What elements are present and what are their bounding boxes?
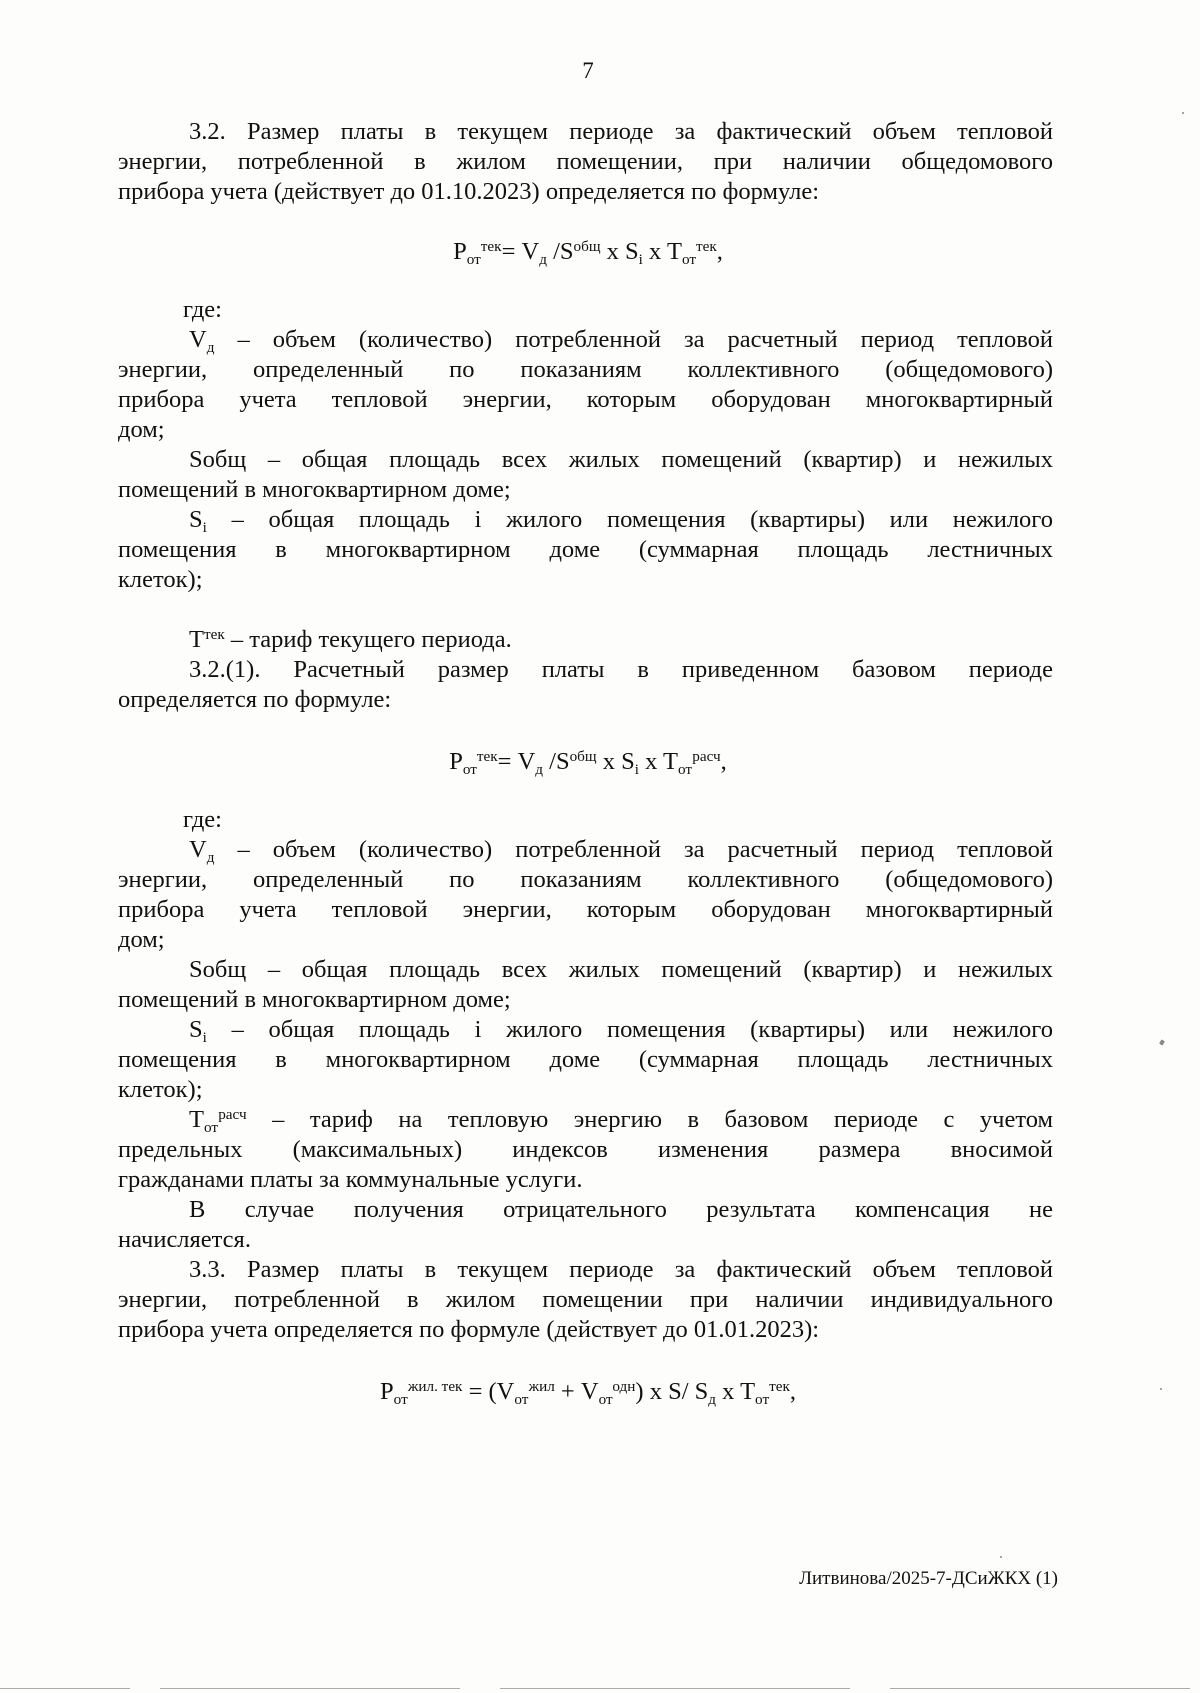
tariff-def-2-line-2: предельных (максимальных) индексов изменения размера вносимой	[118, 1136, 1053, 1163]
sec-3-2-line-3: прибора учета (действует до 01.10.2023) определяется по формуле:	[118, 178, 820, 205]
tariff-def-1: $T^{тек}$ – тариф текущего периода.	[189, 625, 512, 653]
vd-def-1-line-4: дом;	[118, 416, 165, 443]
si-def-2-line-2: помещения в многоквартирном доме (суммарная площадь лестничных	[118, 1046, 1053, 1073]
si-def-1-line-2: помещения в многоквартирном доме (суммарная площадь лестничных	[118, 536, 1053, 563]
sec-3-3-line-3: прибора учета определяется по формуле (действует до 01.01.2023):	[118, 1316, 820, 1343]
sobsh-def-1-line-2: помещений в многоквартирном доме;	[118, 476, 511, 503]
vd-def-2-line-2: энергии, определенный по показаниям коллективного (общедомового)	[118, 866, 1053, 893]
vd-def-1-line-2: энергии, определенный по показаниям коллективного (общедомового)	[118, 356, 1053, 383]
vd-def-1-line-1: $V_д$ – объем (количество) потребленной за расчетный период тепловой	[189, 326, 1053, 356]
formula-3-2: $P_{от}^{тек}= V_д$ $/S^{общ}$ x $S_i$ x $T_{от}^{тек}$,	[453, 237, 723, 268]
formula-3-3: $P_{от}^{жил. тек} = (V_{от}^{жил} + V_{от}^{одн})$ x S/ $S_д$ x $T_{от}^{тек}$,	[380, 1377, 796, 1408]
sobsh-def-2-line-2: помещений в многоквартирном доме;	[118, 986, 511, 1013]
sec-3-3-line-2: энергии, потребленной в жилом помещении при наличии индивидуального	[118, 1286, 1053, 1313]
negative-result-line-2: начисляется.	[118, 1226, 251, 1253]
scan-edge-line	[0, 1688, 130, 1689]
si-def-2-line-1: $S_i$ – общая площадь i жилого помещения (квартиры) или нежилого	[189, 1016, 1053, 1046]
vd-def-2-line-1: $V_д$ – объем (количество) потребленной за расчетный период тепловой	[189, 836, 1053, 866]
scan-edge-line	[500, 1688, 850, 1689]
tariff-def-2-line-1: $T_{от}^{расч}$ – тариф на тепловую энергию в базовом периоде с учетом	[189, 1105, 1053, 1136]
sobsh-def-1-line-1: Sобщ – общая площадь всех жилых помещений (квартир) и нежилых	[189, 446, 1053, 473]
sec-3-2-1-line-2: определяется по формуле:	[118, 686, 392, 713]
vd-def-1-line-3: прибора учета тепловой энергии, которым оборудован многоквартирный	[118, 386, 1053, 413]
vd-def-2-line-4: дом;	[118, 926, 165, 953]
scan-edge-line	[890, 1688, 1190, 1689]
scan-speck	[1182, 112, 1184, 114]
sec-3-2-line-2: энергии, потребленной в жилом помещении, при наличии общедомового	[118, 148, 1053, 175]
si-def-1-line-1: $S_i$ – общая площадь i жилого помещения (квартиры) или нежилого	[189, 506, 1053, 536]
si-def-1-line-3: клеток);	[118, 566, 203, 593]
negative-result-line-1: В случае получения отрицательного результата компенсация не	[189, 1196, 1053, 1223]
formula-3-2-1: $P_{от}^{тек}= V_д$ $/S^{общ}$ x $S_i$ x $T_{от}^{расч}$,	[449, 747, 727, 778]
page-number: 7	[582, 58, 594, 83]
scan-speck	[1159, 1039, 1165, 1045]
document-footer: Литвинова/2025-7-ДСиЖКХ (1)	[799, 1568, 1058, 1589]
sec-3-2-1-line-1: 3.2.(1). Расчетный размер платы в приведенном базовом периоде	[189, 656, 1053, 683]
scan-edge-line	[160, 1688, 460, 1689]
vd-def-2-line-3: прибора учета тепловой энергии, которым оборудован многоквартирный	[118, 896, 1053, 923]
sec-3-3-line-1: 3.3. Размер платы в текущем периоде за фактический объем тепловой	[189, 1256, 1053, 1283]
sobsh-def-2-line-1: Sобщ – общая площадь всех жилых помещений (квартир) и нежилых	[189, 956, 1053, 983]
where-label-1: где:	[183, 296, 222, 323]
scan-speck	[1160, 1388, 1162, 1390]
si-def-2-line-3: клеток);	[118, 1076, 203, 1103]
sec-3-2-line-1: 3.2. Размер платы в текущем периоде за фактический объем тепловой	[189, 118, 1053, 145]
scan-speck	[1000, 1556, 1002, 1558]
where-label-2: где:	[183, 806, 222, 833]
tariff-def-2-line-3: гражданами платы за коммунальные услуги.	[118, 1166, 583, 1193]
